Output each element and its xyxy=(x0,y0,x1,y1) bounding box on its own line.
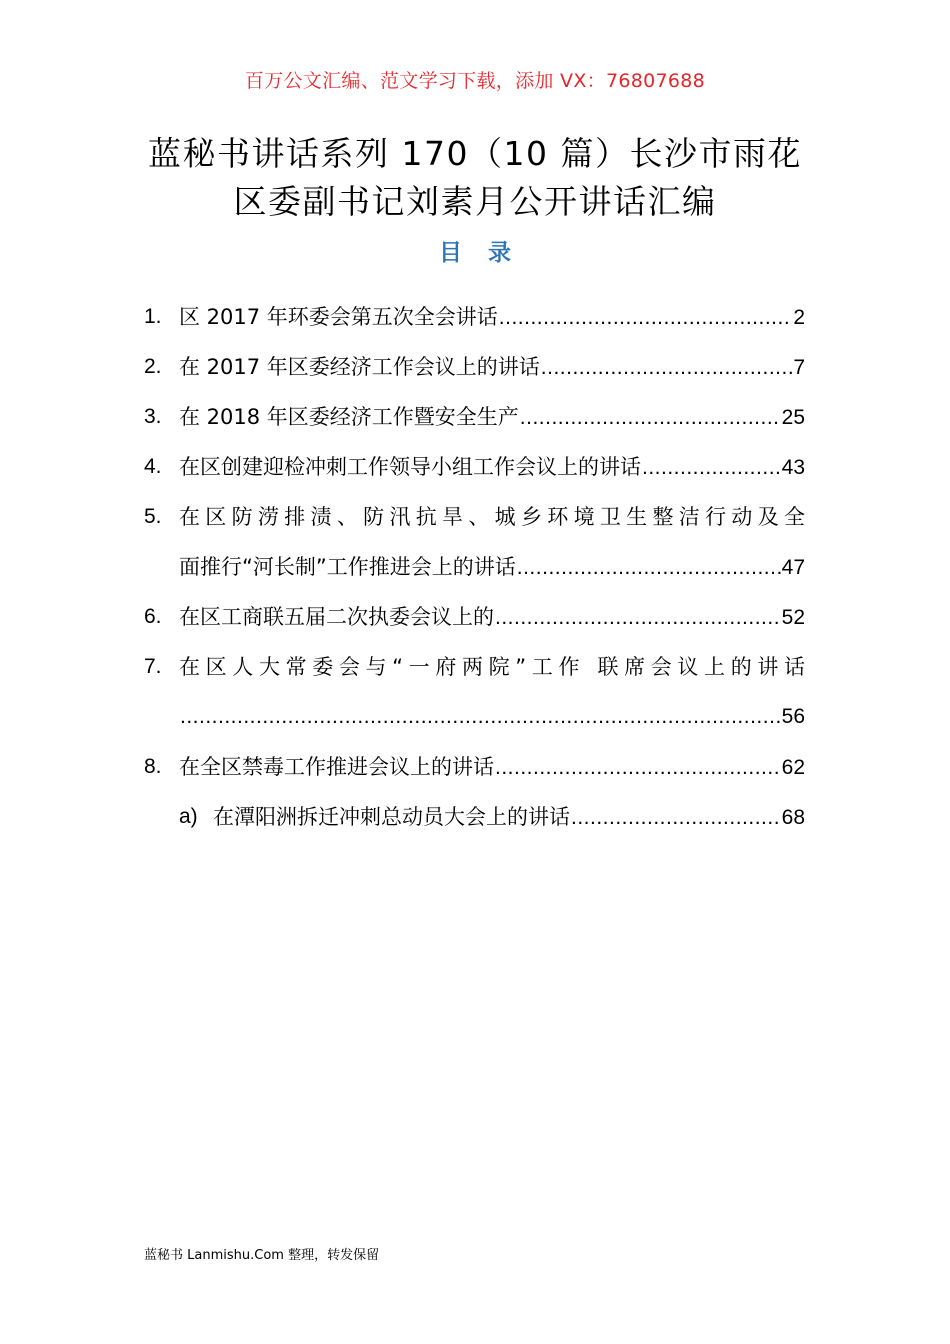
toc-entry-page: 56 xyxy=(781,705,805,728)
page-footer: 蓝秘书 Lanmishu.Com 整理，转发保留 xyxy=(144,1248,380,1263)
toc-entry-number: 3. xyxy=(144,405,162,428)
toc-entry-title: 在区工商联五届二次执委会议上的 xyxy=(179,605,494,629)
dot-leader xyxy=(180,692,781,742)
dot-leader xyxy=(571,793,781,843)
title-line-2: 区委副书记刘素月公开讲话汇编 xyxy=(233,182,717,221)
toc-entry-title: 区 2017 年环委会第五次全会讲话 xyxy=(179,305,498,329)
dot-leader xyxy=(495,593,781,643)
dot-leader xyxy=(520,393,781,443)
toc-entry-title: 在全区禁毒工作推进会议上的讲话 xyxy=(179,755,494,779)
toc-entry-number: 6. xyxy=(144,605,162,628)
toc-entry-title-line-1: 在区人大常委会与“一府两院”工作 联席会议上的讲话 xyxy=(179,655,805,679)
dot-leader xyxy=(495,743,781,793)
toc-entry-title: 在区创建迎检冲刺工作领导小组工作会议上的讲话 xyxy=(179,455,641,479)
title-line-1: 蓝秘书讲话系列 170（10 篇）长沙市雨花 xyxy=(148,134,802,173)
dot-leader xyxy=(541,343,793,393)
toc-entry-page: 25 xyxy=(781,406,805,429)
toc-entry-page: 62 xyxy=(781,756,805,779)
toc-entry-title: 在 2018 年区委经济工作暨安全生产 xyxy=(179,405,519,429)
toc-entry-page: 47 xyxy=(781,556,805,579)
toc-entry-title: 在 2017 年区委经济工作会议上的讲话 xyxy=(179,355,540,379)
toc-entry-number: 2. xyxy=(144,355,162,378)
dot-leader xyxy=(517,543,781,593)
toc-entry-page: 7 xyxy=(793,356,805,379)
toc-heading: 目录 xyxy=(439,240,537,266)
document-title xyxy=(80,130,870,226)
toc-entry-number: 1. xyxy=(144,305,162,328)
toc-entry-page: 52 xyxy=(781,606,805,629)
toc-entry-page: 43 xyxy=(781,456,805,479)
toc-entry-number: 7. xyxy=(144,655,162,678)
toc-entry-number: 5. xyxy=(144,505,162,528)
toc-entry-number: 8. xyxy=(144,755,162,778)
promo-banner: 百万公文汇编、范文学习下载，添加 VX：76807688 xyxy=(244,70,706,92)
toc-entry-number: 4. xyxy=(144,455,162,478)
toc-entry-number: a) xyxy=(179,805,198,828)
dot-leader xyxy=(499,293,793,343)
toc-entry-title-line-1: 在区防涝排渍、防汛抗旱、城乡环境卫生整洁行动及全 xyxy=(179,505,805,529)
toc-entry-page: 2 xyxy=(793,306,805,329)
toc-entry-page: 68 xyxy=(781,806,805,829)
toc-entry-title: 面推行“河长制”工作推进会上的讲话 xyxy=(179,555,516,579)
dot-leader xyxy=(642,443,781,493)
toc-entry-title: 在潭阳洲拆迁冲刺总动员大会上的讲话 xyxy=(213,805,570,829)
